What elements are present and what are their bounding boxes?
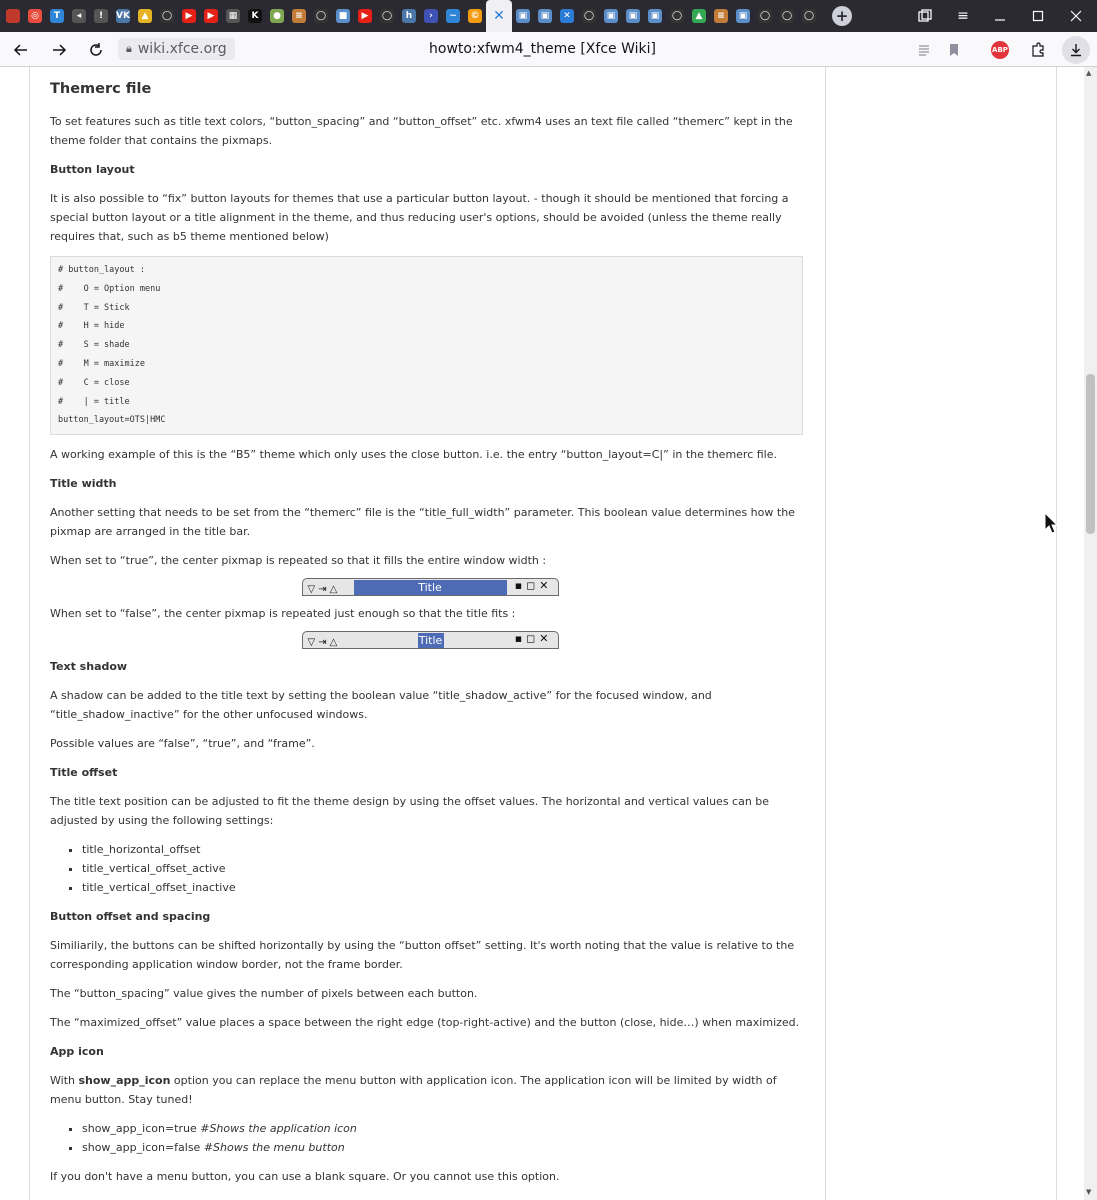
app-icon-paragraph	[50, 1071, 810, 1109]
reload-button[interactable]	[82, 36, 110, 64]
navigation-bar	[0, 32, 1097, 67]
red-swirl-icon	[6, 9, 20, 23]
window-icon: ▣	[604, 9, 618, 23]
titlebar-right-buttons-icon: ▪◻✕	[514, 579, 553, 593]
app-icon-setting: show_app_icon=false	[82, 1141, 204, 1155]
bookmark-icon[interactable]	[940, 36, 968, 64]
chevron-right-icon: ›	[424, 9, 438, 23]
heading-title-offset: Title offset	[50, 766, 118, 780]
tab[interactable]	[200, 0, 222, 32]
list-item	[82, 1119, 810, 1138]
github-icon: ◯	[671, 11, 683, 21]
exclamation-icon: !	[94, 9, 108, 23]
text-shadow-paragraph: A shadow can be added to the title text by setting the boolean value “title_shadow_active” for the focused window, and “title_shadow_inactive” for the other unfocused windows.	[50, 689, 712, 722]
mouse-cursor-icon	[1044, 512, 1060, 536]
article	[50, 79, 810, 1196]
page-title: howto:xfwm4_theme [Xfce Wiki]	[429, 41, 656, 57]
list-item: ▪ title_horizontal_offset	[82, 840, 810, 859]
title-offset-paragraph: The title text position can be adjusted to fit the theme design by using the offset values. The horizontal and vertical values can be adjusted by using the following settings:	[50, 795, 770, 828]
tab[interactable]	[134, 0, 156, 32]
github-icon: ◯	[381, 11, 393, 21]
scroll-down-arrow-icon[interactable]: ▼	[1086, 1188, 1092, 1196]
vk-icon: VK	[116, 11, 130, 21]
tab[interactable]	[688, 0, 710, 32]
close-window-button[interactable]	[1057, 0, 1095, 32]
forward-button[interactable]	[45, 36, 73, 64]
tab-list	[0, 0, 820, 32]
tab[interactable]	[266, 0, 288, 32]
tab[interactable]	[90, 0, 112, 32]
globe-icon: ●	[270, 9, 284, 23]
circle-icon: ◎	[28, 9, 42, 23]
tab[interactable]	[600, 0, 622, 32]
youtube-icon: ▶	[182, 9, 196, 23]
reload-icon	[88, 42, 104, 58]
adblock-plus-icon: ABP	[991, 41, 1009, 59]
button-offset-paragraph: Similiarily, the buttons can be shifted horizontally by using the “button offset” setting. It's worth noting that the value is relative to the corresponding application window border, not the frame border.	[50, 939, 795, 972]
url-bar[interactable]	[118, 38, 235, 60]
tab[interactable]	[534, 0, 556, 32]
app-icon-footer: If you don't have a menu button, you can use a blank square. Or you cannot use this option.	[50, 1170, 560, 1184]
list-item: ▪ title_vertical_offset_active	[82, 859, 810, 878]
square-icon: ■	[336, 9, 350, 23]
xfce-x-icon: ✕	[493, 8, 505, 24]
window-icon: ▣	[736, 9, 750, 23]
app-icon-list	[82, 1119, 810, 1157]
button-layout-code-block: # button_layout : # O = Option menu # T = Stick # H = hide # S = shade # M = maximize # C = close # | = title button_layout=OTS|HMC	[50, 256, 803, 435]
scroll-up-arrow-icon[interactable]: ▲	[1086, 69, 1092, 77]
h-icon: h	[402, 9, 416, 23]
tab[interactable]	[112, 0, 134, 32]
app-icon-comment: #Shows the menu button	[203, 1141, 345, 1155]
window-icon: ▣	[538, 9, 552, 23]
scrollbar-track[interactable]	[1084, 67, 1097, 1200]
tab[interactable]	[710, 0, 732, 32]
youtube-icon: ▶	[358, 9, 372, 23]
github-icon: ◯	[161, 11, 173, 21]
title-offset-list	[82, 840, 810, 897]
full-width-true-paragraph: When set to “true”, the center pixmap is repeated so that it fills the entire window width :	[50, 554, 547, 568]
tab[interactable]	[68, 0, 90, 32]
minimize-button[interactable]	[981, 0, 1019, 32]
tab[interactable]	[222, 0, 244, 32]
page-content	[0, 67, 1084, 1200]
titlebar-full-width-image	[302, 578, 559, 596]
window-icon: ▣	[516, 9, 530, 23]
list-item	[82, 1138, 810, 1157]
new-tab-button[interactable]: +	[832, 6, 852, 26]
tab[interactable]	[512, 0, 534, 32]
titlebar-right-buttons-icon: ▪◻✕	[514, 632, 553, 646]
tab[interactable]	[376, 0, 398, 32]
tab[interactable]	[178, 0, 200, 32]
tab[interactable]	[644, 0, 666, 32]
full-width-false-paragraph: When set to “false”, the center pixmap is repeated just enough so that the title fits :	[50, 607, 516, 621]
orange-circle-icon: ©	[468, 9, 482, 23]
lock-icon: ▲	[138, 9, 152, 23]
xfce-x-icon: ✕	[560, 9, 574, 23]
tab[interactable]	[464, 0, 486, 32]
tab[interactable]	[46, 0, 68, 32]
tab[interactable]	[622, 0, 644, 32]
github-icon: ◯	[759, 11, 771, 21]
section-heading-themerc: Themerc file	[50, 81, 152, 97]
title-width-paragraph: Another setting that needs to be set from the “themerc” file is the “title_full_width” parameter. This boolean value determines how the pixmap are arranged in the title bar.	[50, 506, 795, 539]
left-border	[29, 67, 30, 1200]
downloads-button[interactable]	[1062, 36, 1090, 64]
k-icon: K	[248, 9, 262, 23]
tab[interactable]	[310, 0, 332, 32]
menu-icon[interactable]: ≡	[957, 8, 969, 24]
heading-title-width: Title width	[50, 477, 117, 491]
grid-icon: ▦	[226, 9, 240, 23]
tab[interactable]	[754, 0, 776, 32]
stack-icon: ≡	[714, 9, 728, 23]
extensions-icon[interactable]	[1024, 36, 1052, 64]
tab[interactable]	[244, 0, 266, 32]
tab[interactable]	[2, 0, 24, 32]
stack-icon: ≡	[292, 9, 306, 23]
tab[interactable]	[420, 0, 442, 32]
speaker-icon: ◂	[72, 9, 86, 23]
right-border	[1056, 67, 1057, 1200]
tab[interactable]	[24, 0, 46, 32]
tab[interactable]	[666, 0, 688, 32]
titlebar-title: Title	[418, 634, 443, 648]
back-button[interactable]	[7, 36, 35, 64]
drive-icon: ▲	[692, 9, 706, 23]
app-icon-text-before: With	[50, 1074, 79, 1088]
github-icon: ◯	[781, 11, 793, 21]
download-icon	[1069, 43, 1083, 57]
youtube-icon: ▶	[204, 9, 218, 23]
window-icon: ▣	[626, 9, 640, 23]
heading-text-shadow: Text shadow	[50, 660, 128, 674]
maximize-button[interactable]	[1019, 0, 1057, 32]
titlebar-fit-width-image	[302, 631, 559, 649]
t-icon: T	[50, 9, 64, 23]
tab[interactable]	[556, 0, 578, 32]
maximized-offset-paragraph: The “maximized_offset” value places a space between the right edge (top-right-active) and the button (close, hide…) when maximized.	[50, 1016, 800, 1030]
heading-app-icon: App icon	[50, 1045, 104, 1059]
tab[interactable]	[288, 0, 310, 32]
tab-active[interactable]	[486, 0, 512, 32]
tab[interactable]	[776, 0, 798, 32]
github-icon: ◯	[315, 11, 327, 21]
app-icon-text-after: option you can replace the menu button with application icon. The application icon will be limited by width of menu button. Stay tuned!	[50, 1074, 777, 1107]
sidebar-border	[825, 67, 826, 1200]
button-layout-paragraph: It is also possible to “fix” button layouts for themes that use a particular button layout. - though it should be mentioned that forcing a special button layout or a title alignment in the theme, and thus reducing user's options, should be avoided (unless the theme really requires that, such as b5 theme mentioned below)	[50, 192, 789, 243]
adblock-plus-button[interactable]	[986, 36, 1014, 64]
url-text: wiki.xfce.org	[137, 41, 227, 57]
tab[interactable]	[798, 0, 820, 32]
github-icon: ◯	[583, 11, 595, 21]
tab[interactable]	[332, 0, 354, 32]
app-icon-setting: show_app_icon=true	[82, 1122, 201, 1136]
app-icon-comment: #Shows the application icon	[200, 1122, 357, 1136]
b5-example-paragraph: A working example of this is the “B5” theme which only uses the close button. i.e. the entry “button_layout=C|” in the themerc file.	[50, 448, 778, 462]
text-shadow-values: Possible values are “false”, “true”, and “frame”.	[50, 737, 315, 751]
tab[interactable]	[732, 0, 754, 32]
tab[interactable]	[442, 0, 464, 32]
scrollbar-thumb[interactable]	[1086, 374, 1095, 534]
lock-icon: 🔒︎	[126, 42, 132, 55]
titlebar-left-buttons-icon: ▽⇥△	[307, 637, 341, 649]
window-icon: ▣	[648, 9, 662, 23]
list-item: ▪ title_vertical_offset_inactive	[82, 878, 810, 897]
tab-overview-icon[interactable]	[906, 0, 944, 32]
button-spacing-paragraph: The “button_spacing” value gives the number of pixels between each button.	[50, 987, 478, 1001]
github-icon: ◯	[803, 11, 815, 21]
reader-view-icon[interactable]	[910, 36, 938, 64]
app-icon-option-name: show_app_icon	[78, 1074, 171, 1088]
back-arrow-icon	[13, 42, 29, 58]
intro-paragraph: To set features such as title text colors, “button_spacing” and “button_offset” etc. xfwm4 uses an text file called “themerc” kept in the theme folder that contains the pixmaps.	[50, 115, 793, 147]
heading-button-layout: Button layout	[50, 163, 135, 176]
titlebar-left-buttons-icon: ▽⇥△	[307, 584, 341, 596]
titlebar-title: Title	[354, 580, 507, 595]
tab[interactable]	[578, 0, 600, 32]
heading-button-offset: Button offset and spacing	[50, 910, 211, 924]
tab[interactable]	[156, 0, 178, 32]
tab[interactable]	[354, 0, 376, 32]
tilde-icon: ~	[446, 9, 460, 23]
forward-arrow-icon	[51, 42, 67, 58]
tab[interactable]	[398, 0, 420, 32]
